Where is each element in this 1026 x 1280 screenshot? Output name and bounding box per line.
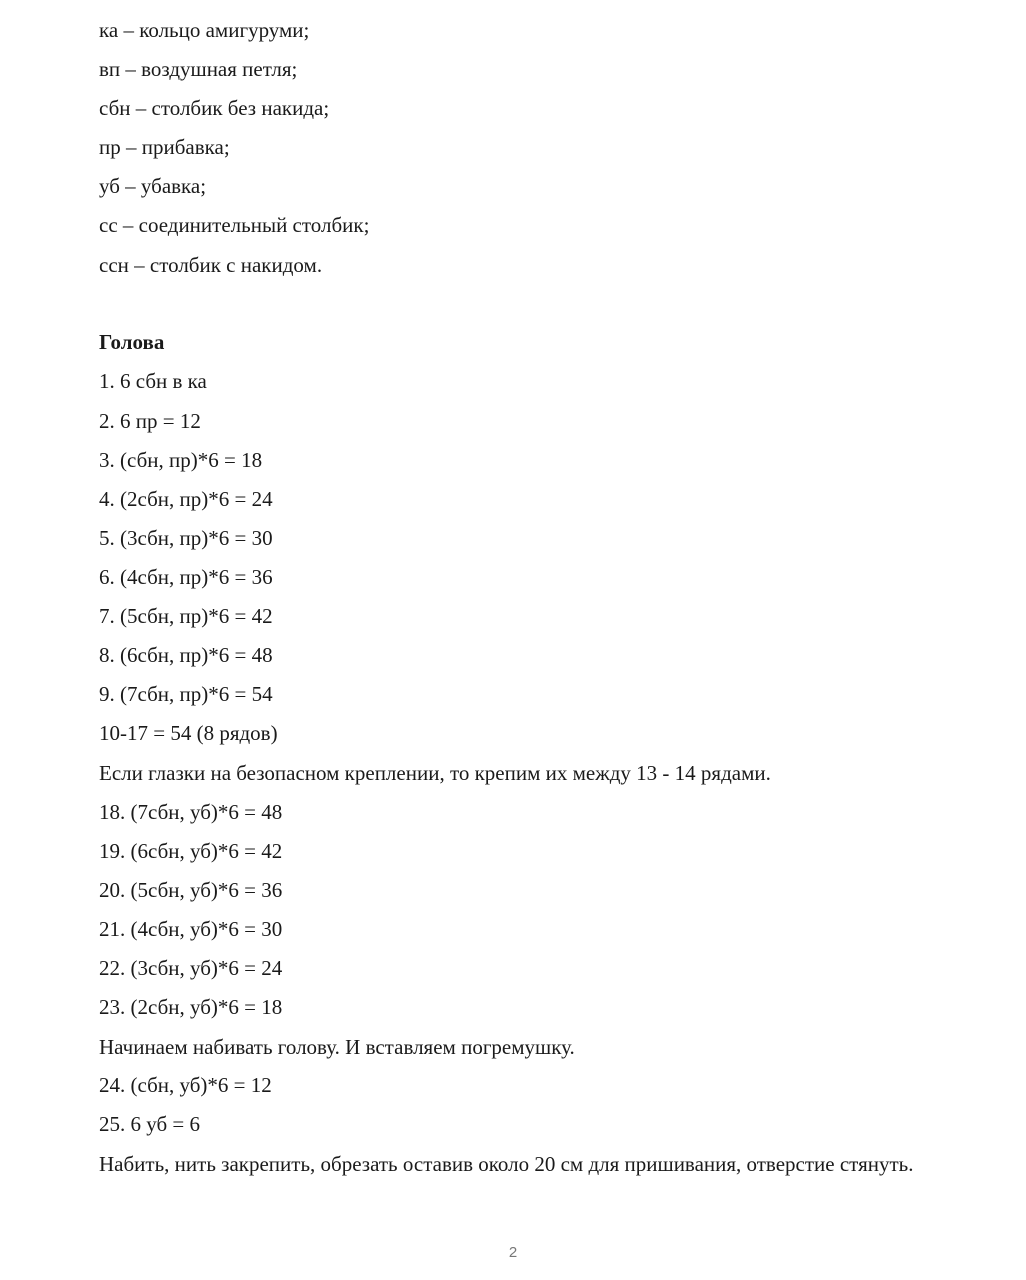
pattern-row: 4. (2сбн, пр)*6 = 24 bbox=[99, 487, 273, 511]
note-eyes: Если глазки на безопасном креплении, то крепим их между 13 - 14 рядами. bbox=[99, 761, 771, 785]
abbreviation-ub: уб – убавка; bbox=[99, 174, 207, 198]
pattern-row: 9. (7сбн, пр)*6 = 54 bbox=[99, 682, 273, 706]
pattern-row: 2. 6 пр = 12 bbox=[99, 409, 201, 433]
abbreviation-pr: пр – прибавка; bbox=[99, 135, 230, 159]
pattern-row: 25. 6 уб = 6 bbox=[99, 1112, 201, 1136]
pattern-row: 20. (5сбн, уб)*6 = 36 bbox=[99, 878, 283, 902]
pattern-row: 22. (3сбн, уб)*6 = 24 bbox=[99, 956, 283, 980]
pattern-row: 1. 6 сбн в ка bbox=[99, 369, 207, 393]
pattern-row: 6. (4сбн, пр)*6 = 36 bbox=[99, 565, 273, 589]
page-number: 2 bbox=[508, 1244, 518, 1261]
note-finish: Набить, нить закрепить, обрезать оставив около 20 см для пришивания, отверстие стянуть. bbox=[99, 1152, 914, 1176]
note-stuffing: Начинаем набивать голову. И вставляем погремушку. bbox=[99, 1035, 575, 1059]
abbreviation-ssn: ссн – столбик с накидом. bbox=[99, 253, 323, 277]
pattern-row: 21. (4сбн, уб)*6 = 30 bbox=[99, 917, 283, 941]
abbreviation-sbn: сбн – столбик без накида; bbox=[99, 96, 330, 120]
pattern-row: 5. (3сбн, пр)*6 = 30 bbox=[99, 526, 273, 550]
pattern-row: 3. (сбн, пр)*6 = 18 bbox=[99, 448, 263, 472]
abbreviation-ka: ка – кольцо амигуруми; bbox=[99, 18, 310, 42]
pattern-row: 10-17 = 54 (8 рядов) bbox=[99, 721, 278, 745]
section-title: Голова bbox=[99, 330, 165, 354]
abbreviation-vp: вп – воздушная петля; bbox=[99, 57, 298, 81]
pattern-row: 7. (5сбн, пр)*6 = 42 bbox=[99, 604, 273, 628]
pattern-row: 23. (2сбн, уб)*6 = 18 bbox=[99, 995, 283, 1019]
pattern-row: 19. (6сбн, уб)*6 = 42 bbox=[99, 839, 283, 863]
pattern-row: 18. (7сбн, уб)*6 = 48 bbox=[99, 800, 283, 824]
abbreviation-ss: сс – соединительный столбик; bbox=[99, 213, 370, 237]
pattern-row: 8. (6сбн, пр)*6 = 48 bbox=[99, 643, 273, 667]
pattern-row: 24. (сбн, уб)*6 = 12 bbox=[99, 1073, 272, 1097]
